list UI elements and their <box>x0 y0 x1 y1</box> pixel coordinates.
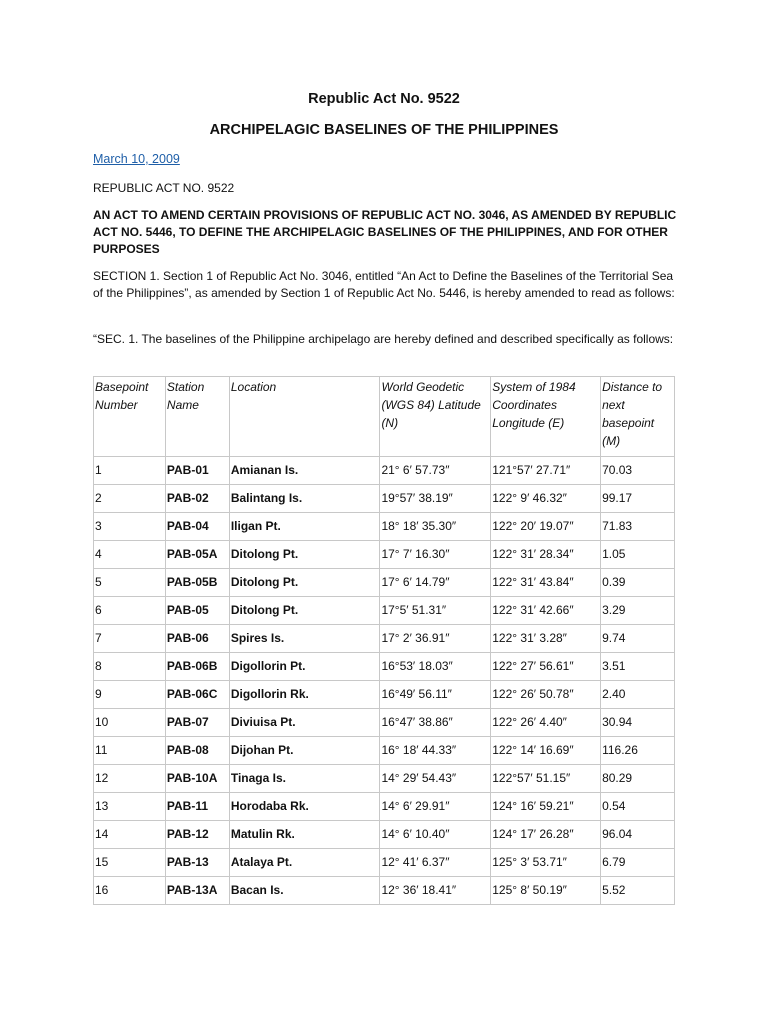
cell-basepoint-number: 4 <box>94 541 166 569</box>
cell-distance: 1.05 <box>601 541 675 569</box>
cell-longitude: 122° 31′ 28.34″ <box>491 541 601 569</box>
table-row <box>94 457 675 485</box>
cell-distance: 0.54 <box>601 793 675 821</box>
cell-longitude: 124° 16′ 59.21″ <box>491 793 601 821</box>
cell-longitude: 122° 9′ 46.32″ <box>491 485 601 513</box>
cell-location: Amianan Is. <box>229 457 380 485</box>
cell-latitude: 21° 6′ 57.73″ <box>380 457 491 485</box>
table-row <box>94 793 675 821</box>
cell-basepoint-number: 1 <box>94 457 166 485</box>
baselines-table <box>93 376 675 905</box>
cell-distance: 5.52 <box>601 877 675 905</box>
cell-station-name: PAB-01 <box>165 457 229 485</box>
cell-basepoint-number: 5 <box>94 569 166 597</box>
cell-distance: 3.29 <box>601 597 675 625</box>
cell-latitude: 12° 36′ 18.41″ <box>380 877 491 905</box>
cell-location: Diviuisa Pt. <box>229 709 380 737</box>
cell-longitude: 122° 31′ 43.84″ <box>491 569 601 597</box>
cell-location: Iligan Pt. <box>229 513 380 541</box>
cell-latitude: 16°47′ 38.86″ <box>380 709 491 737</box>
table-row <box>94 625 675 653</box>
cell-station-name: PAB-08 <box>165 737 229 765</box>
cell-longitude: 122°57′ 51.15″ <box>491 765 601 793</box>
header-longitude: System of 1984 Coordinates Longitude (E) <box>491 377 601 457</box>
cell-distance: 99.17 <box>601 485 675 513</box>
table-row <box>94 485 675 513</box>
cell-longitude: 122° 31′ 42.66″ <box>491 597 601 625</box>
cell-station-name: PAB-07 <box>165 709 229 737</box>
cell-distance: 96.04 <box>601 821 675 849</box>
cell-basepoint-number: 6 <box>94 597 166 625</box>
cell-longitude: 125° 8′ 50.19″ <box>491 877 601 905</box>
cell-latitude: 12° 41′ 6.37″ <box>380 849 491 877</box>
cell-basepoint-number: 3 <box>94 513 166 541</box>
cell-latitude: 16°49′ 56.11″ <box>380 681 491 709</box>
cell-basepoint-number: 15 <box>94 849 166 877</box>
cell-location: Digollorin Pt. <box>229 653 380 681</box>
header-distance: Distance to next basepoint (M) <box>601 377 675 457</box>
table-row <box>94 765 675 793</box>
cell-longitude: 122° 31′ 3.28″ <box>491 625 601 653</box>
cell-location: Digollorin Rk. <box>229 681 380 709</box>
cell-basepoint-number: 11 <box>94 737 166 765</box>
cell-location: Horodaba Rk. <box>229 793 380 821</box>
cell-basepoint-number: 2 <box>94 485 166 513</box>
cell-latitude: 17° 6′ 14.79″ <box>380 569 491 597</box>
cell-latitude: 14° 6′ 29.91″ <box>380 793 491 821</box>
cell-latitude: 16° 18′ 44.33″ <box>380 737 491 765</box>
table-row <box>94 681 675 709</box>
table-header-row <box>94 377 675 457</box>
section-1-text: SECTION 1. Section 1 of Republic Act No. 3046, entitled “An Act to Define the Baselines of the Territorial Sea of the Philippines”, as amended by Section 1 of Republic Act No. 5446, is hereby amended to read as follows: <box>93 269 675 300</box>
table-row <box>94 597 675 625</box>
cell-station-name: PAB-04 <box>165 513 229 541</box>
table-row <box>94 877 675 905</box>
cell-latitude: 17° 7′ 16.30″ <box>380 541 491 569</box>
cell-longitude: 122° 27′ 56.61″ <box>491 653 601 681</box>
header-basepoint-number: Basepoint Number <box>94 377 166 457</box>
cell-location: Dijohan Pt. <box>229 737 380 765</box>
cell-longitude: 125° 3′ 53.71″ <box>491 849 601 877</box>
table-row <box>94 569 675 597</box>
cell-station-name: PAB-06B <box>165 653 229 681</box>
cell-station-name: PAB-06 <box>165 625 229 653</box>
table-row <box>94 709 675 737</box>
cell-station-name: PAB-06C <box>165 681 229 709</box>
document-subtitle: ARCHIPELAGIC BASELINES OF THE PHILIPPINES <box>209 122 559 138</box>
header-station-name: Station Name <box>165 377 229 457</box>
cell-latitude: 17°5′ 51.31″ <box>380 597 491 625</box>
cell-longitude: 124° 17′ 26.28″ <box>491 821 601 849</box>
header-location: Location <box>229 377 380 457</box>
cell-longitude: 122° 26′ 4.40″ <box>491 709 601 737</box>
cell-distance: 6.79 <box>601 849 675 877</box>
cell-longitude: 121°57′ 27.71″ <box>491 457 601 485</box>
cell-basepoint-number: 9 <box>94 681 166 709</box>
cell-latitude: 18° 18′ 35.30″ <box>380 513 491 541</box>
quote-intro: “SEC. 1. The baselines of the Philippine archipelago are hereby defined and described specifically as follows: <box>93 332 674 346</box>
cell-latitude: 17° 2′ 36.91″ <box>380 625 491 653</box>
table-row <box>94 513 675 541</box>
cell-basepoint-number: 14 <box>94 821 166 849</box>
cell-location: Tinaga Is. <box>229 765 380 793</box>
act-title: AN ACT TO AMEND CERTAIN PROVISIONS OF REPUBLIC ACT NO. 3046, AS AMENDED BY REPUBLIC ACT NO. 5446, TO DEFINE THE ARCHIPELAGIC BASELINES OF THE PHILIPPINES, AND FOR OTHER PURPOSES <box>93 208 677 256</box>
cell-distance: 71.83 <box>601 513 675 541</box>
cell-distance: 3.51 <box>601 653 675 681</box>
cell-station-name: PAB-13A <box>165 877 229 905</box>
cell-location: Balintang Is. <box>229 485 380 513</box>
cell-location: Atalaya Pt. <box>229 849 380 877</box>
cell-distance: 80.29 <box>601 765 675 793</box>
cell-distance: 116.26 <box>601 737 675 765</box>
cell-distance: 70.03 <box>601 457 675 485</box>
table-row <box>94 849 675 877</box>
cell-latitude: 14° 29′ 54.43″ <box>380 765 491 793</box>
header-latitude: World Geodetic (WGS 84) Latitude (N) <box>380 377 491 457</box>
cell-basepoint-number: 13 <box>94 793 166 821</box>
cell-station-name: PAB-10A <box>165 765 229 793</box>
act-number-line: REPUBLIC ACT NO. 9522 <box>93 181 235 195</box>
cell-location: Ditolong Pt. <box>229 541 380 569</box>
cell-station-name: PAB-12 <box>165 821 229 849</box>
cell-longitude: 122° 20′ 19.07″ <box>491 513 601 541</box>
cell-latitude: 19°57′ 38.19″ <box>380 485 491 513</box>
cell-location: Bacan Is. <box>229 877 380 905</box>
cell-station-name: PAB-11 <box>165 793 229 821</box>
cell-location: Spires Is. <box>229 625 380 653</box>
cell-location: Ditolong Pt. <box>229 597 380 625</box>
table-row <box>94 541 675 569</box>
cell-longitude: 122° 14′ 16.69″ <box>491 737 601 765</box>
cell-latitude: 14° 6′ 10.40″ <box>380 821 491 849</box>
cell-basepoint-number: 12 <box>94 765 166 793</box>
cell-distance: 2.40 <box>601 681 675 709</box>
table-row <box>94 821 675 849</box>
table-body <box>94 457 675 905</box>
cell-location: Matulin Rk. <box>229 821 380 849</box>
cell-location: Ditolong Pt. <box>229 569 380 597</box>
cell-station-name: PAB-13 <box>165 849 229 877</box>
cell-station-name: PAB-02 <box>165 485 229 513</box>
cell-basepoint-number: 7 <box>94 625 166 653</box>
document-title: Republic Act No. 9522 <box>308 91 460 107</box>
cell-basepoint-number: 16 <box>94 877 166 905</box>
table-row <box>94 653 675 681</box>
cell-distance: 0.39 <box>601 569 675 597</box>
cell-basepoint-number: 8 <box>94 653 166 681</box>
cell-latitude: 16°53′ 18.03″ <box>380 653 491 681</box>
date-link[interactable]: March 10, 2009 <box>93 152 180 166</box>
cell-station-name: PAB-05B <box>165 569 229 597</box>
cell-longitude: 122° 26′ 50.78″ <box>491 681 601 709</box>
cell-distance: 9.74 <box>601 625 675 653</box>
table-row <box>94 737 675 765</box>
cell-station-name: PAB-05 <box>165 597 229 625</box>
cell-basepoint-number: 10 <box>94 709 166 737</box>
cell-station-name: PAB-05A <box>165 541 229 569</box>
cell-distance: 30.94 <box>601 709 675 737</box>
